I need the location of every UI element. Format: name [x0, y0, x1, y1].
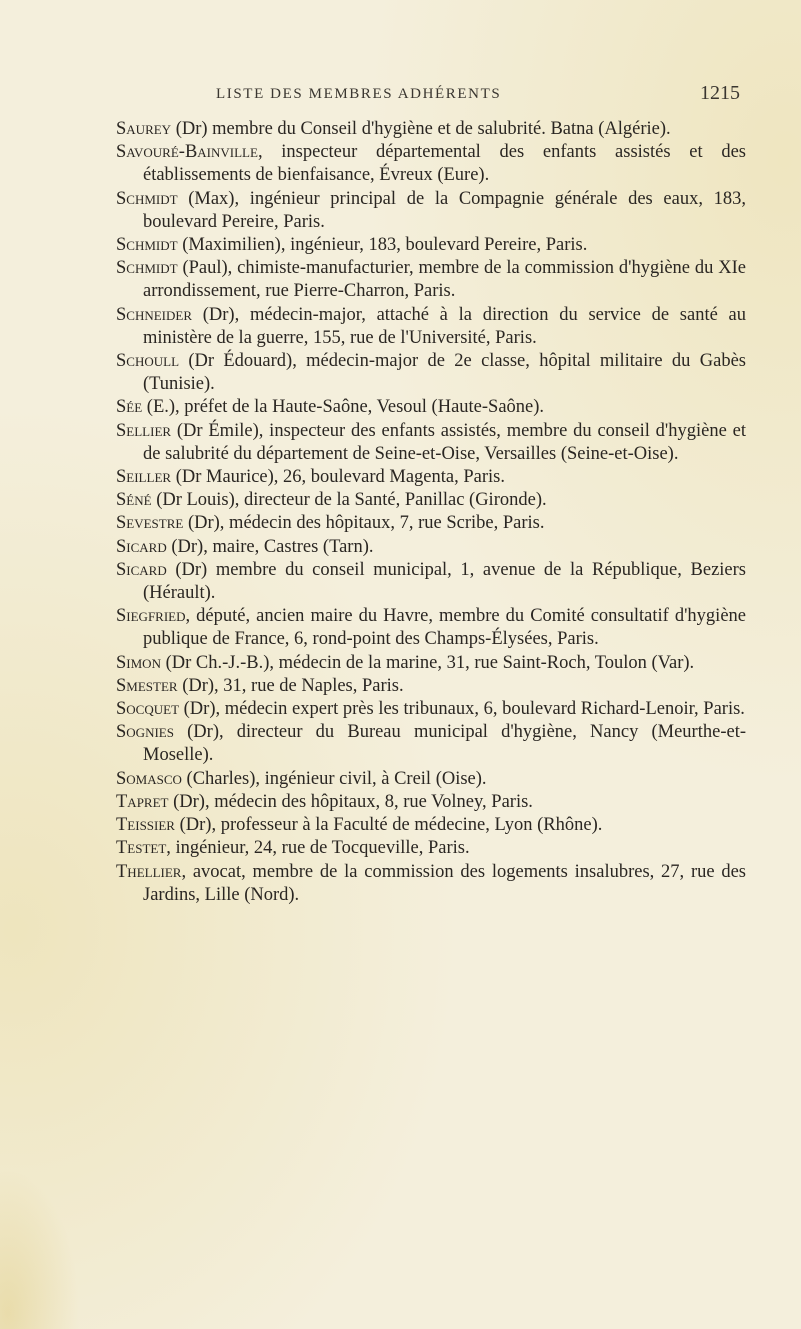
member-entry — [116, 141, 746, 187]
member-name: Somasco — [116, 768, 182, 789]
member-details: (Dr), directeur du Bureau municipal d'hygiène, Nancy (Meurthe-et-Moselle). — [143, 722, 746, 766]
member-details: , inspecteur départemental des enfants assistés et des établissements de bienfaisance, Évreux (Eure). — [143, 142, 746, 186]
member-details: (Dr Émile), inspecteur des enfants assistés, membre du conseil d'hygiène et de salubrité du département de Seine-et-Oise, Versailles (Seine-et-Oise). — [143, 420, 746, 464]
member-entry — [116, 652, 746, 675]
member-name: Smester — [116, 675, 178, 696]
member-entry — [116, 350, 746, 396]
member-entry — [116, 420, 746, 466]
member-name: Schmidt — [116, 258, 178, 279]
member-entry — [116, 605, 746, 651]
member-entry — [116, 791, 746, 814]
member-name: Socquet — [116, 699, 180, 720]
member-name: Saurey — [116, 119, 172, 139]
member-entry — [116, 675, 746, 698]
member-details: (Dr) membre du Conseil d'hygiène et de salubrité. Batna (Algérie). — [171, 119, 671, 139]
page-header — [140, 82, 740, 108]
member-details: (Dr) membre du conseil municipal, 1, avenue de la République, Beziers (Hérault). — [143, 559, 746, 604]
member-entry — [116, 814, 746, 837]
member-name: Schmidt — [116, 188, 178, 209]
member-details: (Dr), médecin des hôpitaux, 8, rue Volney, Paris. — [168, 791, 533, 812]
member-name: Sicard — [116, 559, 167, 580]
member-name: Tapret — [116, 791, 169, 812]
member-details: (Paul), chimiste-manufacturier, membre de la commission d'hygiène du XIe arrondissement, rue Pierre-Charron, Paris. — [143, 258, 746, 302]
member-entry — [116, 559, 746, 605]
member-name: Séné — [116, 490, 152, 511]
member-entry — [116, 118, 746, 141]
member-name: Teissier — [116, 815, 175, 836]
member-name: Schneider — [116, 304, 193, 325]
member-entry — [116, 234, 746, 257]
member-name: Thellier — [116, 861, 182, 882]
member-name: Savouré-Bainville — [116, 142, 258, 163]
member-details: (Dr), 31, rue de Naples, Paris. — [177, 675, 404, 696]
member-entry — [116, 188, 746, 234]
member-details: (Dr), médecin expert près les tribunaux, 6, boulevard Richard-Lenoir, Paris. — [179, 699, 745, 720]
member-details: (Dr Maurice), 26, boulevard Magenta, Paris. — [171, 467, 505, 488]
member-details: (Max), ingénieur principal de la Compagnie générale des eaux, 183, boulevard Pereire, Paris. — [143, 188, 746, 232]
paper-stain — [0, 1169, 80, 1329]
page-number: 1215 — [700, 82, 740, 104]
member-details: (Maximilien), ingénieur, 183, boulevard Pereire, Paris. — [177, 235, 588, 256]
member-entry — [116, 257, 746, 303]
member-entry — [116, 721, 746, 767]
member-details: (E.), préfet de la Haute-Saône, Vesoul (Haute-Saône). — [142, 397, 545, 418]
member-name: Sellier — [116, 420, 172, 441]
member-details: (Dr), médecin-major, attaché à la direction du service de santé au ministère de la guerre, 155, rue de l'Université, Paris. — [143, 304, 746, 348]
member-entry — [116, 466, 746, 489]
member-name: Sevestre — [116, 513, 184, 534]
member-name: Sicard — [116, 536, 167, 557]
member-entry — [116, 512, 746, 535]
member-details: , député, ancien maire du Havre, membre du Comité consultatif d'hygiène publique de France, 6, rond-point des Champs-Élysées, Paris. — [143, 606, 746, 650]
member-name: Schoull — [116, 351, 180, 372]
member-name: Sognies — [116, 722, 174, 743]
member-name: Schmidt — [116, 235, 178, 256]
member-entry — [116, 698, 746, 721]
running-head: LISTE DES MEMBRES ADHÉRENTS — [216, 86, 502, 102]
member-details: (Dr Ch.-J.-B.), médecin de la marine, 31, rue Saint-Roch, Toulon (Var). — [160, 652, 695, 673]
member-name: Simon — [116, 652, 161, 673]
member-entry — [116, 489, 746, 512]
member-entry — [116, 861, 746, 907]
member-details: (Dr Édouard), médecin-major de 2e classe, hôpital militaire du Gabès (Tunisie). — [143, 351, 746, 395]
member-details: (Charles), ingénieur civil, à Creil (Oise). — [181, 768, 487, 789]
member-list — [116, 118, 746, 907]
member-details: (Dr), maire, Castres (Tarn). — [166, 536, 374, 557]
member-entry — [116, 768, 746, 791]
member-entry — [116, 304, 746, 350]
member-entry — [116, 536, 746, 559]
member-entry — [116, 837, 746, 860]
member-name: Siegfried — [116, 606, 186, 627]
member-details: , avocat, membre de la commission des logements insalubres, 27, rue des Jardins, Lille (Nord). — [143, 861, 746, 905]
member-name: Sée — [116, 397, 143, 418]
member-details: , ingénieur, 24, rue de Tocqueville, Paris. — [166, 838, 470, 859]
member-details: (Dr), médecin des hôpitaux, 7, rue Scribe, Paris. — [183, 513, 545, 534]
member-details: (Dr), professeur à la Faculté de médecine, Lyon (Rhône). — [174, 815, 603, 836]
member-entry — [116, 396, 746, 419]
member-name: Testet — [116, 838, 167, 859]
member-details: (Dr Louis), directeur de la Santé, Panillac (Gironde). — [151, 490, 547, 511]
member-name: Seiller — [116, 467, 172, 488]
